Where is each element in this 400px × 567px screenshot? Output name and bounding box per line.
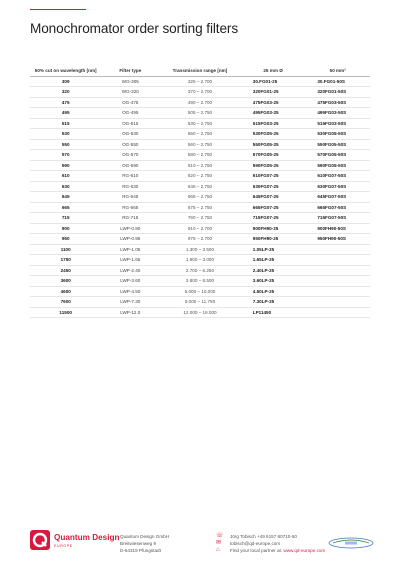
filter-type-cell: LWP-7.30 xyxy=(101,297,159,308)
filter-type-cell: LWP-1.65 xyxy=(101,255,159,266)
table-row xyxy=(30,192,370,203)
table-row xyxy=(30,181,370,192)
cut-on-cell: 950 xyxy=(30,234,101,245)
transmission-range-cell: 610 – 2.750 xyxy=(159,160,241,171)
part-50mm-cell: 550FG05-50S xyxy=(305,139,370,150)
part-50mm-cell: 495FG03-50S xyxy=(305,108,370,119)
part-25mm-cell: 2.40LP-25 xyxy=(241,265,306,276)
part-50mm-cell: 715FG07-50S xyxy=(305,213,370,224)
transmission-range-cell: 975 – 2.700 xyxy=(159,234,241,245)
part-25mm-cell: 630FG07-25 xyxy=(241,181,306,192)
transmission-range-cell: 530 – 2.750 xyxy=(159,118,241,129)
cut-on-cell: 309 xyxy=(30,76,101,87)
table-row xyxy=(30,108,370,119)
transmission-range-cell: 1.300 – 3.500 xyxy=(159,244,241,255)
filter-type-cell: OG-530 xyxy=(101,129,159,140)
part-50mm-cell: 950FH90-50S xyxy=(305,234,370,245)
table-row xyxy=(30,244,370,255)
address-line-city: D-64319 Pfungstadt xyxy=(120,548,161,553)
contact-phone: Jörg Tobisch +49 6157 80710-50 xyxy=(230,534,297,539)
table-row xyxy=(30,213,370,224)
quantum-design-logo-icon xyxy=(30,530,50,550)
contact-info xyxy=(230,533,325,554)
part-25mm-cell: 320FG01-25 xyxy=(241,87,306,98)
filter-type-cell: LWP-4.50 xyxy=(101,286,159,297)
filter-type-cell: LWP-1.05 xyxy=(101,244,159,255)
part-50mm-cell xyxy=(305,255,370,266)
column-header-50mm: 50 mm² xyxy=(305,66,370,76)
cut-on-cell: 715 xyxy=(30,213,101,224)
transmission-range-cell: 370 – 2.700 xyxy=(159,87,241,98)
filter-type-cell: WG-305 xyxy=(101,76,159,87)
filter-type-cell: OG-475 xyxy=(101,97,159,108)
filter-type-cell: OG-570 xyxy=(101,150,159,161)
filter-type-cell: RG-645 xyxy=(101,192,159,203)
filter-type-cell: LWP-2.40 xyxy=(101,265,159,276)
contact-icons xyxy=(216,533,226,554)
part-50mm-cell xyxy=(305,286,370,297)
part-50mm-cell xyxy=(305,244,370,255)
part-50mm-cell: 515FG03-50S xyxy=(305,118,370,129)
part-50mm-cell: 590FG05-50S xyxy=(305,160,370,171)
cut-on-cell: 2450 xyxy=(30,265,101,276)
filter-type-cell: RG-630 xyxy=(101,181,159,192)
cut-on-cell: 7600 xyxy=(30,297,101,308)
table-row xyxy=(30,276,370,287)
part-50mm-cell xyxy=(305,265,370,276)
part-50mm-cell: 570FG05-50S xyxy=(305,150,370,161)
table-row xyxy=(30,234,370,245)
part-25mm-cell: 610FG07-25 xyxy=(241,171,306,182)
part-25mm-cell: 1.05LP-25 xyxy=(241,244,306,255)
transmission-range-cell: 490 – 2.700 xyxy=(159,97,241,108)
address-line-company: Quantum Design GmbH xyxy=(120,534,170,539)
part-25mm-cell: 7.30LP-25 xyxy=(241,297,306,308)
filter-type-cell: OG-495 xyxy=(101,108,159,119)
brand-name: Quantum Design xyxy=(54,533,120,542)
filter-type-cell: OG-515 xyxy=(101,118,159,129)
part-50mm-cell: 530FG05-50S xyxy=(305,129,370,140)
table-row xyxy=(30,118,370,129)
contact-email[interactable]: tobisch@qd-europe.com xyxy=(230,541,281,546)
page-title: Monochromator order sorting filters xyxy=(30,21,239,36)
part-25mm-cell: 475FG03-25 xyxy=(241,97,306,108)
column-header-filter-type: Filter type xyxy=(101,66,159,76)
part-25mm-cell: 530FG05-25 xyxy=(241,129,306,140)
part-25mm-cell: 570FG05-25 xyxy=(241,150,306,161)
transmission-range-cell: 580 – 2.750 xyxy=(159,150,241,161)
cut-on-cell: 515 xyxy=(30,118,101,129)
transmission-range-cell: 620 – 2.750 xyxy=(159,171,241,182)
part-25mm-cell: 715FG07-25 xyxy=(241,213,306,224)
cut-on-cell: 645 xyxy=(30,192,101,203)
transmission-range-cell: 645 – 2.750 xyxy=(159,181,241,192)
transmission-range-cell: 550 – 2.750 xyxy=(159,129,241,140)
footer xyxy=(30,530,375,556)
filter-type-cell: LWP-12.0 xyxy=(101,307,159,318)
filter-type-cell: LWP-3.60 xyxy=(101,276,159,287)
cut-on-cell: 900 xyxy=(30,223,101,234)
part-25mm-cell: LP11450 xyxy=(241,307,306,318)
partner-prefix: Find your local partner at: xyxy=(230,548,283,553)
filter-type-cell: WG-320 xyxy=(101,87,159,98)
table-row xyxy=(30,307,370,318)
transmission-range-cell: 505 – 2.750 xyxy=(159,108,241,119)
cut-on-cell: 550 xyxy=(30,139,101,150)
cut-on-cell: 1100 xyxy=(30,244,101,255)
part-25mm-cell: 1.65LP-25 xyxy=(241,255,306,266)
part-25mm-cell: 645FG07-25 xyxy=(241,192,306,203)
cut-on-cell: 3600 xyxy=(30,276,101,287)
part-50mm-cell xyxy=(305,276,370,287)
part-25mm-cell: 590FG05-25 xyxy=(241,160,306,171)
transmission-range-cell: 760 – 2.750 xyxy=(159,213,241,224)
cut-on-cell: 610 xyxy=(30,171,101,182)
partner-logo-icon xyxy=(327,536,375,550)
filter-table xyxy=(30,66,370,318)
part-50mm-cell: 475FG03-50S xyxy=(305,97,370,108)
column-header-transmission-range: Transmission range [nm] xyxy=(159,66,241,76)
part-50mm-cell xyxy=(305,307,370,318)
cut-on-cell: 530 xyxy=(30,129,101,140)
table-row xyxy=(30,297,370,308)
cut-on-cell: 4600 xyxy=(30,286,101,297)
cut-on-cell: 320 xyxy=(30,87,101,98)
part-50mm-cell: 320FG01-50S xyxy=(305,87,370,98)
filter-type-cell: RG-715 xyxy=(101,213,159,224)
table-row xyxy=(30,202,370,213)
part-25mm-cell: 3.60LP-25 xyxy=(241,276,306,287)
part-50mm-cell: 900FH90-50S xyxy=(305,223,370,234)
address-line-street: Breitwiesenweg 9 xyxy=(120,541,157,546)
contact-partner xyxy=(230,547,325,554)
web-icon: ⌂ xyxy=(216,547,220,553)
part-25mm-cell: 900FH90-25 xyxy=(241,223,306,234)
company-address xyxy=(120,533,169,554)
transmission-range-cell: 2.700 – 6.250 xyxy=(159,265,241,276)
column-header-cut-on: 50% cut on wavelength [nm] xyxy=(30,66,101,76)
filter-type-cell: OG-550 xyxy=(101,139,159,150)
filter-type-cell: LWP-0.90 xyxy=(101,223,159,234)
cut-on-cell: 590 xyxy=(30,160,101,171)
table-row xyxy=(30,139,370,150)
cut-on-cell: 475 xyxy=(30,97,101,108)
cut-on-cell: 630 xyxy=(30,181,101,192)
transmission-range-cell: 5.000 – 10.000 xyxy=(159,286,241,297)
part-25mm-cell: 515FG03-25 xyxy=(241,118,306,129)
part-50mm-cell: 665FG07-50S xyxy=(305,202,370,213)
transmission-range-cell: 560 – 2.750 xyxy=(159,139,241,150)
table-row xyxy=(30,129,370,140)
part-50mm-cell: 645FG07-50S xyxy=(305,192,370,203)
table-row xyxy=(30,265,370,276)
table-row xyxy=(30,255,370,266)
title-accent-line xyxy=(30,9,86,10)
transmission-range-cell: 675 – 2.750 xyxy=(159,202,241,213)
filter-type-cell: RG-610 xyxy=(101,171,159,182)
part-50mm-cell: 630FG07-50S xyxy=(305,181,370,192)
partner-url-link[interactable]: www.qd-europe.com xyxy=(283,548,326,553)
transmission-range-cell: 665 – 2.750 xyxy=(159,192,241,203)
email-icon: ✉ xyxy=(216,540,222,546)
table-row xyxy=(30,87,370,98)
table-header-row xyxy=(30,66,370,76)
transmission-range-cell: 12.000 – 16.000 xyxy=(159,307,241,318)
cut-on-cell: 665 xyxy=(30,202,101,213)
part-25mm-cell: 4.50LP-25 xyxy=(241,286,306,297)
table-row xyxy=(30,150,370,161)
table-row xyxy=(30,76,370,87)
cut-on-cell: 1750 xyxy=(30,255,101,266)
part-25mm-cell: 30.FG01-25 xyxy=(241,76,306,87)
transmission-range-cell: 8.000 – 11.750 xyxy=(159,297,241,308)
table-row xyxy=(30,171,370,182)
column-header-25mm: 25 mm Ø xyxy=(241,66,306,76)
phone-icon: ☏ xyxy=(216,533,224,539)
part-25mm-cell: 550FG05-25 xyxy=(241,139,306,150)
filter-type-cell: LWP-0.95 xyxy=(101,234,159,245)
part-25mm-cell: 950FH90-25 xyxy=(241,234,306,245)
table-row xyxy=(30,286,370,297)
transmission-range-cell: 3.800 – 8.500 xyxy=(159,276,241,287)
brand-subtitle: EUROPE xyxy=(54,544,73,548)
cut-on-cell: 11500 xyxy=(30,307,101,318)
cut-on-cell: 495 xyxy=(30,108,101,119)
filter-type-cell: OG-590 xyxy=(101,160,159,171)
part-25mm-cell: 665FG07-25 xyxy=(241,202,306,213)
table-body xyxy=(30,76,370,318)
transmission-range-cell: 325 – 2.700 xyxy=(159,76,241,87)
transmission-range-cell: 910 – 2.700 xyxy=(159,223,241,234)
table-row xyxy=(30,160,370,171)
table-row xyxy=(30,223,370,234)
part-25mm-cell: 495FG03-25 xyxy=(241,108,306,119)
filter-type-cell: RG-665 xyxy=(101,202,159,213)
part-50mm-cell: 610FG07-50S xyxy=(305,171,370,182)
part-50mm-cell: 30.FG01-50S xyxy=(305,76,370,87)
part-50mm-cell xyxy=(305,297,370,308)
cut-on-cell: 570 xyxy=(30,150,101,161)
table-row xyxy=(30,97,370,108)
transmission-range-cell: 1.900 – 3.000 xyxy=(159,255,241,266)
